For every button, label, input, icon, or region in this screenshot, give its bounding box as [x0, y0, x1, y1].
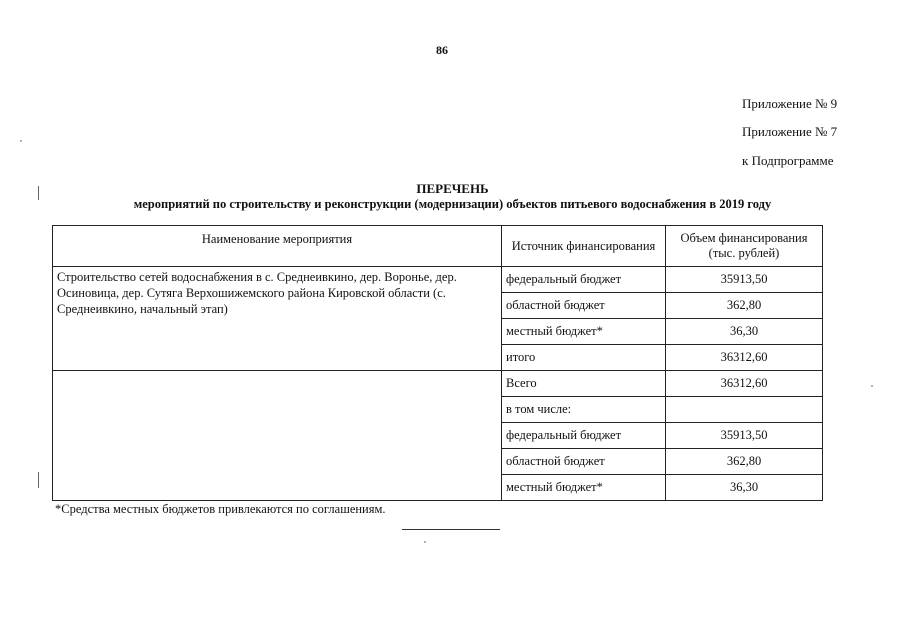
table-row	[53, 371, 823, 397]
source-cell: местный бюджет*	[502, 319, 666, 345]
header-source: Источник финансирования	[502, 226, 666, 267]
closing-rule	[402, 529, 500, 530]
source-cell: областной бюджет	[502, 293, 666, 319]
scan-mark	[38, 472, 39, 488]
source-cell: федеральный бюджет	[502, 423, 666, 449]
value-cell: 362,80	[666, 293, 823, 319]
scan-speck	[20, 140, 22, 142]
value-cell: 36,30	[666, 475, 823, 501]
footnote: *Средства местных бюджетов привлекаются по соглашениям.	[55, 502, 386, 516]
scan-speck	[424, 541, 426, 543]
document-title: ПЕРЕЧЕНЬ	[416, 181, 489, 196]
table-header-row	[53, 226, 823, 267]
source-cell: федеральный бюджет	[502, 267, 666, 293]
value-cell: 36,30	[666, 319, 823, 345]
document-subtitle: мероприятий по строительству и реконструкции (модернизации) объектов питьевого водоснабжения в 2019 году	[133, 197, 772, 211]
value-cell	[666, 397, 823, 423]
appendix-line-3: к Подпрограмме	[742, 153, 834, 168]
source-cell: местный бюджет*	[502, 475, 666, 501]
scan-speck	[871, 385, 873, 387]
page-number: 86	[436, 43, 448, 57]
source-cell: в том числе:	[502, 397, 666, 423]
empty-name-cell	[53, 371, 502, 501]
source-cell: Всего	[502, 371, 666, 397]
header-volume: Объем финансирования (тыс. рублей)	[666, 226, 823, 267]
appendix-line-1: Приложение № 9	[742, 96, 838, 111]
financing-table	[52, 225, 823, 501]
header-name: Наименование мероприятия	[53, 226, 502, 267]
value-cell: 36312,60	[666, 345, 823, 371]
scan-mark	[38, 186, 39, 200]
value-cell: 35913,50	[666, 267, 823, 293]
value-cell: 36312,60	[666, 371, 823, 397]
source-cell: областной бюджет	[502, 449, 666, 475]
value-cell: 35913,50	[666, 423, 823, 449]
appendix-line-2: Приложение № 7	[742, 124, 838, 139]
value-cell: 362,80	[666, 449, 823, 475]
source-cell: итого	[502, 345, 666, 371]
table-row	[53, 267, 823, 293]
event-name-cell: Строительство сетей водоснабжения в с. Среднеивкино, дер. Воронье, дер. Осиновица, дер. Сутяга Верхошижемского района Кировской области (с. Среднеивкино, начальный этап)	[53, 267, 502, 371]
